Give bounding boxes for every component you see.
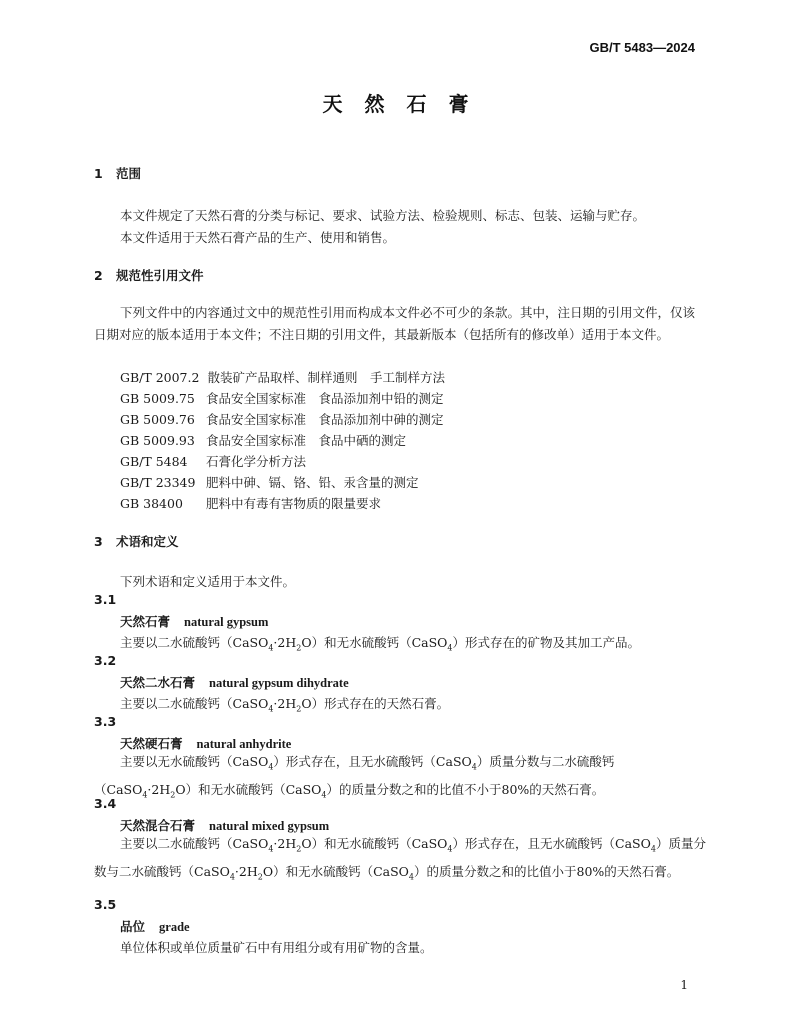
subscript: 2 bbox=[296, 844, 302, 854]
scope-paragraph-1: 本文件规定了天然石膏的分类与标记、要求、试验方法、检验规则、标志、包装、运输与贮存。 bbox=[120, 208, 646, 223]
term-name-en: natural anhydrite bbox=[196, 737, 292, 751]
term-definition bbox=[120, 694, 449, 714]
reference-item bbox=[120, 494, 381, 512]
subscript: 4 bbox=[321, 790, 327, 799]
def-text: ）形式存在，且无水硫酸钙（CaSO bbox=[273, 754, 472, 769]
scope-paragraph-2: 本文件适用于天然石膏产品的生产、使用和销售。 bbox=[120, 230, 396, 245]
def-text: ·2H bbox=[234, 863, 258, 879]
section-title: 术语和定义 bbox=[116, 534, 179, 549]
term-number: 3.4 bbox=[94, 796, 117, 811]
reference-code: GB 5009.75 bbox=[120, 391, 195, 406]
subscript: 4 bbox=[268, 844, 274, 854]
reference-title: 肥料中有毒有害物质的限量要求 bbox=[206, 496, 382, 511]
subscript: 4 bbox=[471, 762, 477, 772]
subscript: 4 bbox=[268, 704, 274, 714]
subscript: 4 bbox=[268, 643, 274, 653]
def-text: 主要以二水硫酸钙（CaSO bbox=[120, 836, 269, 851]
def-text: 主要以无水硫酸钙（CaSO bbox=[120, 754, 269, 769]
reference-item bbox=[120, 368, 445, 386]
subscript: 4 bbox=[408, 872, 415, 881]
references-intro-text: 下列文件中的内容通过文中的规范性引用而构成本文件必不可少的条款。其中，注日期的引用文件，仅该日期对应的版本适用于本文件；不注日期的引用文件，其最新版本（包括所有的修改单）适用于本文件。 bbox=[94, 305, 696, 342]
def-text: ·2H bbox=[273, 696, 297, 711]
reference-code: GB/T 23349 bbox=[120, 475, 196, 490]
term-name-en: grade bbox=[159, 920, 190, 934]
term-definition bbox=[94, 833, 706, 888]
def-text: ）的质量分数之和的比值不小于80%的天然石膏。 bbox=[326, 781, 605, 797]
reference-title: 石膏化学分析方法 bbox=[206, 454, 307, 469]
standard-code: GB/T 5483—2024 bbox=[589, 40, 695, 55]
def-text: 主要以二水硫酸钙（CaSO bbox=[120, 696, 269, 711]
term-name bbox=[120, 612, 268, 630]
section-1-heading bbox=[94, 164, 141, 182]
term-name bbox=[120, 917, 190, 935]
def-text: O）和无水硫酸钙（CaSO bbox=[301, 635, 448, 650]
reference-item bbox=[120, 473, 419, 491]
term-definition: 单位体积或单位质量矿石中有用组分或有用矿物的含量。 bbox=[120, 940, 433, 955]
reference-title: 散装矿产品取样、制样通则 手工制样方法 bbox=[207, 370, 445, 385]
def-text: ）形式存在的矿物及其加工产品。 bbox=[452, 635, 641, 650]
document-title: 天然石膏 bbox=[322, 92, 491, 116]
reference-title: 肥料中砷、镉、铬、铅、汞含量的测定 bbox=[206, 475, 419, 490]
def-text: O）和无水硫酸钙（CaSO bbox=[301, 836, 448, 851]
section-2-heading bbox=[94, 266, 204, 284]
def-text: 主要以二水硫酸钙（CaSO bbox=[120, 635, 269, 650]
reference-item bbox=[120, 452, 306, 470]
term-name-zh: 品位 bbox=[120, 919, 146, 934]
section-title: 规范性引用文件 bbox=[116, 268, 204, 283]
subscript: 4 bbox=[650, 844, 656, 854]
term-definition bbox=[120, 633, 640, 653]
def-text: ·2H bbox=[147, 781, 171, 797]
reference-title: 食品安全国家标准 食品添加剂中铅的测定 bbox=[206, 391, 444, 406]
term-name bbox=[120, 816, 329, 834]
term-name-en: natural gypsum bbox=[184, 615, 269, 629]
reference-item bbox=[120, 431, 406, 449]
term-name-zh: 天然硬石膏 bbox=[120, 736, 183, 751]
reference-title: 食品安全国家标准 食品添加剂中砷的测定 bbox=[206, 412, 444, 427]
term-name bbox=[120, 734, 291, 752]
reference-title: 食品安全国家标准 食品中硒的测定 bbox=[206, 433, 407, 448]
def-text: O）和无水硫酸钙（CaSO bbox=[175, 781, 322, 797]
section-3-heading bbox=[94, 532, 179, 550]
subscript: 4 bbox=[142, 790, 148, 799]
subscript: 4 bbox=[268, 762, 274, 772]
section-number: 1 bbox=[94, 166, 103, 181]
term-name bbox=[120, 673, 349, 691]
def-text: O）和无水硫酸钙（CaSO bbox=[262, 863, 409, 879]
term-name-zh: 天然混合石膏 bbox=[120, 818, 196, 833]
terms-intro: 下列术语和定义适用于本文件。 bbox=[120, 574, 296, 589]
reference-code: GB/T 5484 bbox=[120, 454, 188, 469]
def-text: ）的质量分数之和的比值小于80%的天然石膏。 bbox=[414, 863, 680, 879]
reference-code: GB 38400 bbox=[120, 496, 183, 511]
subscript: 4 bbox=[229, 872, 235, 881]
def-text: ）形式存在，且无水硫酸钙（CaSO bbox=[452, 836, 651, 851]
term-number: 3.1 bbox=[94, 592, 117, 607]
def-text: ·2H bbox=[273, 836, 297, 851]
def-text: ）质量分数与二水硫酸钙（CaSO bbox=[94, 836, 706, 879]
def-text: O）形式存在的天然石膏。 bbox=[301, 696, 450, 711]
reference-item bbox=[120, 389, 444, 407]
def-text: ）质量分数与二水硫酸钙（CaSO bbox=[94, 754, 615, 797]
term-number: 3.5 bbox=[94, 897, 117, 912]
subscript: 2 bbox=[170, 790, 176, 799]
term-name-en: natural mixed gypsum bbox=[209, 819, 330, 833]
reference-code: GB 5009.76 bbox=[120, 412, 195, 427]
page-number: 1 bbox=[680, 978, 688, 992]
section-number: 2 bbox=[94, 268, 103, 283]
term-number: 3.2 bbox=[94, 653, 117, 668]
subscript: 2 bbox=[296, 643, 302, 653]
subscript: 4 bbox=[447, 643, 453, 653]
subscript: 4 bbox=[447, 844, 453, 854]
reference-code: GB/T 2007.2 bbox=[120, 370, 200, 385]
reference-code: GB 5009.93 bbox=[120, 433, 195, 448]
term-name-en: natural gypsum dihydrate bbox=[209, 676, 349, 690]
term-name-zh: 天然石膏 bbox=[120, 614, 171, 629]
term-definition bbox=[94, 751, 706, 806]
reference-item bbox=[120, 410, 444, 428]
def-text: ·2H bbox=[273, 635, 297, 650]
subscript: 2 bbox=[257, 872, 263, 881]
term-number: 3.3 bbox=[94, 714, 117, 729]
term-name-zh: 天然二水石膏 bbox=[120, 675, 196, 690]
subscript: 2 bbox=[296, 704, 302, 714]
references-intro bbox=[94, 302, 704, 346]
section-number: 3 bbox=[94, 534, 103, 549]
section-title: 范围 bbox=[116, 166, 142, 181]
